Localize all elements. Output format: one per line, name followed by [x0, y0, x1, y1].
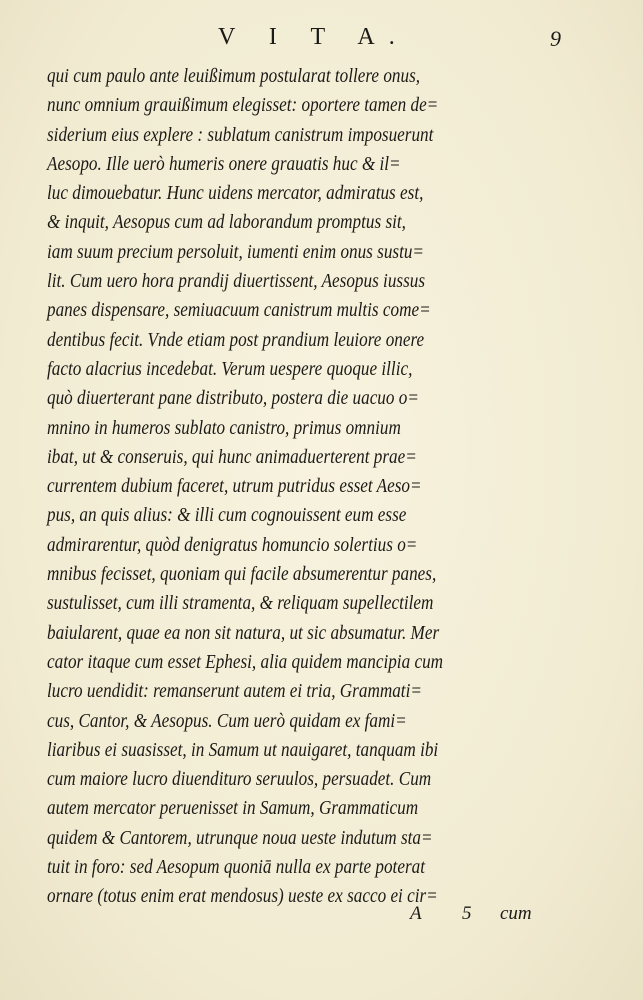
signature-mark: A 5	[410, 903, 490, 924]
page-number: 9	[550, 26, 561, 51]
text-line: cum maiore lucro diuendituro seruulos, persuadet. Cum	[47, 769, 432, 791]
body-text	[47, 62, 557, 912]
text-line: facto alacrius incedebat. Verum uespere quoque illic,	[47, 358, 413, 380]
text-line: cus, Cantor, & Aesopus. Cum uerò quidam ex fami=	[47, 710, 407, 732]
text-line: quò diuerterant pane distributo, postera die uacuo o=	[47, 388, 419, 410]
text-line: mnibus fecisset, quoniam qui facile absumerentur panes,	[47, 564, 437, 586]
text-line: Aesopo. Ille uerò humeris onere grauatis huc & il=	[47, 153, 401, 175]
text-line: sustulisset, cum illi stramenta, & reliquam supellectilem	[47, 593, 434, 615]
text-line: baiularent, quae ea non sit natura, ut sic absumatur. Mer	[47, 622, 440, 644]
text-line: liaribus ei suasisset, in Samum ut nauigaret, tanquam ibi	[47, 739, 439, 761]
text-line: cator itaque cum esset Ephesi, alia quidem mancipia cum	[47, 651, 444, 673]
text-line: autem mercator peruenisset in Samum, Grammaticum	[47, 798, 419, 820]
text-line: luc dimouebatur. Hunc uidens mercator, admiratus est,	[47, 183, 424, 205]
text-line: nunc omnium grauißimum elegisset: oportere tamen de=	[47, 95, 439, 117]
running-title: V I T A.	[218, 24, 409, 50]
text-line: pus, an quis alius: & illi cum cognouissent eum esse	[47, 505, 407, 527]
text-line: qui cum paulo ante leuißimum postularat tollere onus,	[47, 66, 421, 87]
catchword: cum	[500, 903, 532, 924]
text-line: panes dispensare, semiuacuum canistrum multis come=	[47, 300, 431, 322]
text-line: dentibus fecit. Vnde etiam post prandium leuiore onere	[47, 329, 425, 351]
text-line: ornare (totus enim erat mendosus) ueste ex sacco ei cir=	[47, 886, 438, 908]
page-footer	[0, 903, 643, 931]
text-line: tuit in foro: sed Aesopum quoniā nulla ex parte poterat	[47, 857, 425, 879]
text-line: lucro uendidit: remanserunt autem ei tria, Grammati=	[47, 681, 422, 703]
text-line: quidem & Cantorem, utrunque noua ueste indutum sta=	[47, 827, 433, 849]
text-line: lit. Cum uero hora prandij diuertissent, Aesopus iussus	[47, 271, 426, 293]
text-line: admirarentur, quòd denigratus homuncio solertius o=	[47, 534, 418, 556]
text-line: mnino in humeros sublato canistro, primus omnium	[47, 417, 401, 439]
text-line: iam suum precium persoluit, iumenti enim onus sustu=	[47, 241, 425, 263]
text-line: currentem dubium faceret, utrum putridus esset Aeso=	[47, 476, 422, 498]
text-line: ibat, ut & conseruis, qui hunc animaduerterent prae=	[47, 446, 417, 468]
page-header	[0, 24, 643, 54]
text-line: siderium eius explere : sublatum canistrum imposuerunt	[47, 124, 434, 146]
text-line: & inquit, Aesopus cum ad laborandum promptus sit,	[47, 212, 406, 234]
